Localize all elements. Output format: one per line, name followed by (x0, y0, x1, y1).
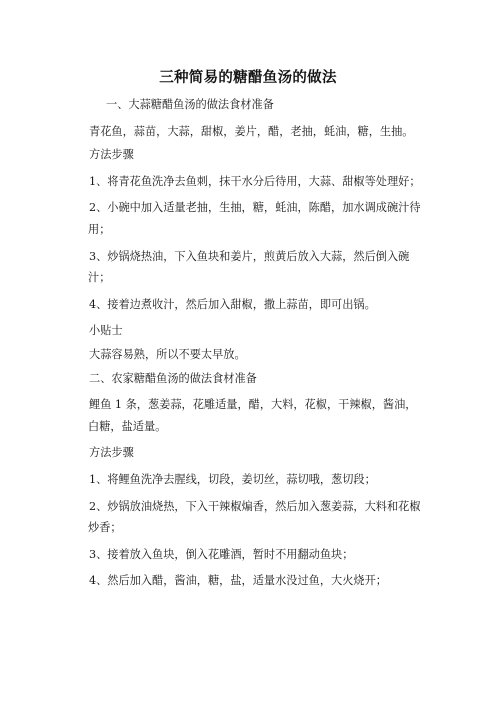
step-paragraph-2-4: 4、然后加入醋，酱油，糖，盐，适量水没过鱼，大火烧开； (89, 574, 387, 588)
step-paragraph-2-2: 2、炒锅放油烧热，下入干辣椒煸香，然后加入葱姜蒜，大料和花椒炒香； (88, 499, 421, 535)
step-paragraph-1-4: 4、接着边煮收汁，然后加入甜椒，撒上蒜苗，即可出锅。 (89, 297, 376, 311)
section-heading-1: 一、大蒜糖醋鱼汤的做法食材准备 (106, 98, 274, 111)
steps-heading-1: 方法步骤 (89, 148, 134, 162)
section-heading-2: 二、农家糖醋鱼汤的做法食材准备 (89, 371, 257, 385)
ingredients-paragraph-2: 鲤鱼 1 条，葱姜蒜，花雕适量，醋，大料，花椒，干辣椒，酱油，白糖，盐适量。 (88, 398, 417, 433)
tips-heading: 小贴士 (89, 324, 123, 338)
tips-paragraph: 大蒜容易熟，所以不要太早放。 (89, 347, 246, 361)
step-paragraph-1-2: 2、小碗中加入适量老抽，生抽，糖，蚝油，陈醋，加水调成碗汁待用； (88, 201, 421, 236)
document-title: 三种简易的糖醋鱼汤的做法 (159, 70, 337, 86)
steps-heading-2: 方法步骤 (89, 446, 134, 460)
ingredients-paragraph-1: 青花鱼，蒜苗，大蒜，甜椒，姜片，醋，老抽，蚝油，糖，生抽。 (89, 124, 414, 138)
document-body (88, 94, 422, 592)
step-paragraph-2-3: 3、接着放入鱼块，倒入花雕酒，暂时不用翻动鱼块； (89, 547, 354, 561)
step-paragraph-2-1: 1、将鲤鱼洗净去腥线，切段，姜切丝，蒜切哦，葱切段； (89, 472, 376, 486)
step-paragraph-1-1: 1、将青花鱼洗净去鱼刺，抹干水分后待用，大蒜、甜椒等处理好； (89, 174, 421, 188)
step-paragraph-1-3: 3、炒锅烧热油，下入鱼块和姜片，煎黄后放入大蒜，然后倒入碗汁； (88, 249, 410, 285)
